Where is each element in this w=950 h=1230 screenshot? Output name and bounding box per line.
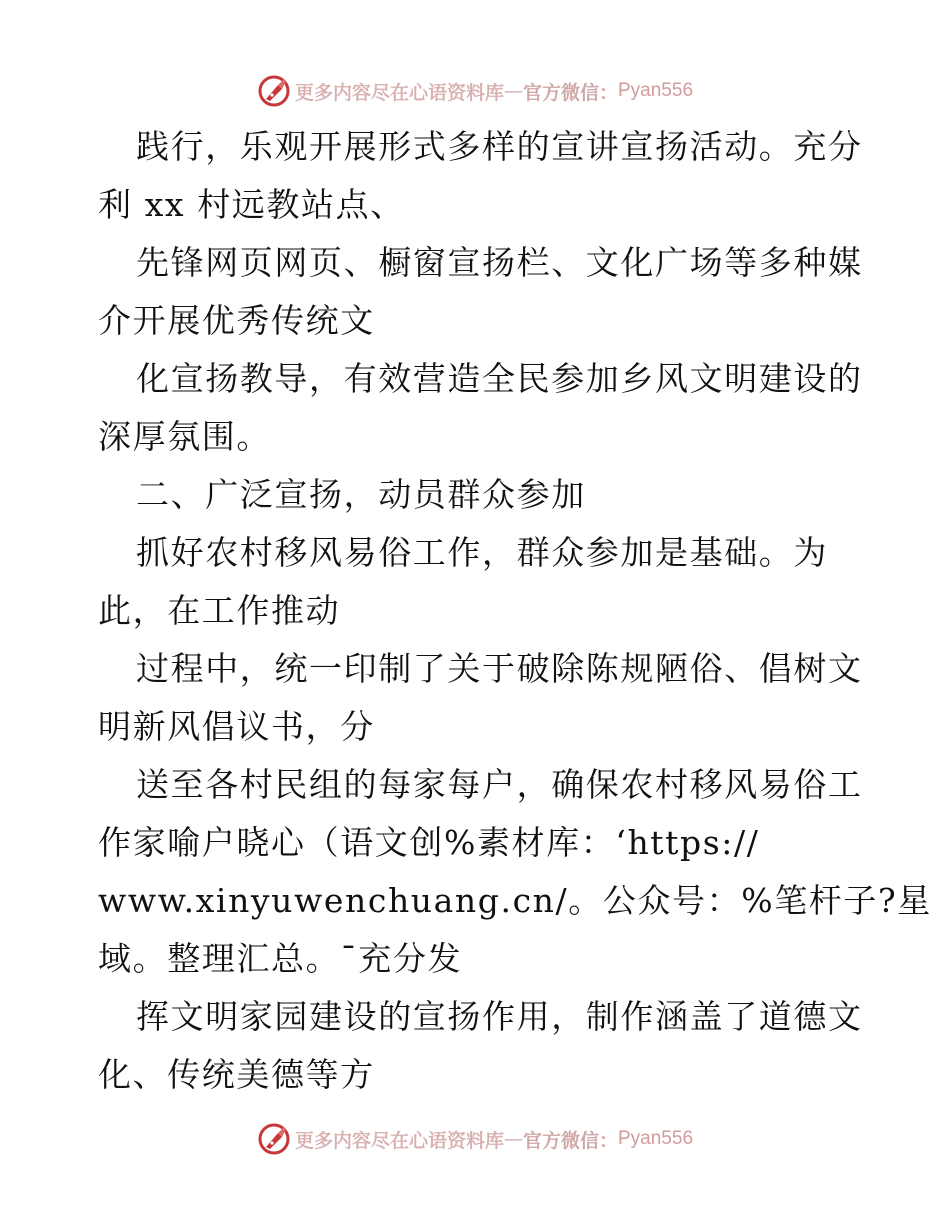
document-body [98,118,932,1104]
banner-separator: — [503,80,523,102]
banner-official-label: 官方微信： [522,1129,618,1152]
banner-separator: — [503,1128,523,1150]
body-line: 抓好农村移风易俗工作，群众参加是基础。为 [136,533,828,572]
body-line: 介开展优秀传统文 [98,301,375,340]
body-line: 过程中，统一印制了关于破除陈规陋俗、倡树文 [136,649,863,688]
body-line: 送至各村民组的每家每户，确保农村移风易俗工 [136,765,863,804]
body-line: www.xinyuwenchuang.cn/。公众号：%笔杆子?星 [98,881,932,920]
footer-banner [0,1121,950,1157]
body-line: 先锋网页网页、橱窗宣扬栏、文化广场等多种媒 [136,243,863,282]
banner-promo-text: 更多内容尽在心语资料库 [294,81,504,104]
banner-wechat-id: Pyan556 [618,80,694,101]
body-line: 化宣扬教导，有效营造全民参加乡风文明建设的 [136,359,863,398]
body-line: 明新风倡议书，分 [98,707,375,746]
banner-official-label: 官方微信： [522,81,618,104]
body-line: 利 xx 村远教站点、 [98,185,405,224]
body-line: 践行，乐观开展形式多样的宣讲宣扬活动。充分 [136,127,863,166]
section-heading: 二、广泛宣扬，动员群众参加 [136,475,586,514]
body-line: 作家喻户晓心（语文创%素材库：‘https:// [98,823,760,862]
banner-wechat-id: Pyan556 [618,1128,694,1149]
pen-nib-logo-icon [257,1122,291,1156]
banner-promo-text: 更多内容尽在心语资料库 [294,1129,504,1152]
body-line: 深厚氛围。 [98,417,271,456]
body-line: 此，在工作推动 [98,591,341,630]
body-line: 化、传统美德等方 [98,1055,375,1094]
pen-nib-logo-icon [257,74,291,108]
body-line: 域。整理汇总。¯充分发 [98,939,463,978]
body-line: 挥文明家园建设的宣扬作用，制作涵盖了道德文 [136,997,863,1036]
header-banner [0,73,950,109]
